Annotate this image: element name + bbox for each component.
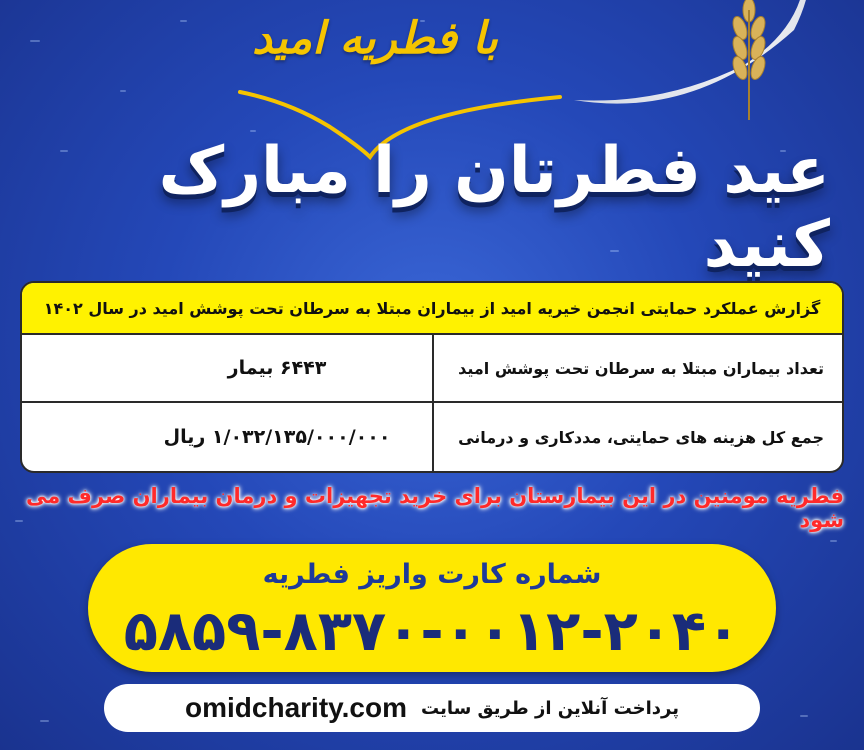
main-title: عید فطرتان را مبارک کنید bbox=[158, 133, 830, 282]
report-header: گزارش عملکرد حمایتی انجمن خیریه امید از بیماران مبتلا به سرطان تحت پوشش امید در سال ۱۴۰۲ bbox=[22, 283, 842, 335]
decor-speck bbox=[40, 720, 49, 722]
table-row bbox=[22, 335, 842, 403]
row-label: تعداد بیماران مبتلا به سرطان تحت پوشش امید bbox=[432, 335, 842, 401]
website-pill[interactable] bbox=[104, 684, 760, 732]
card-number: ۵۸۵۹-۸۳۷۰-۰۰۱۲-۲۰۴۰ bbox=[123, 598, 741, 664]
website-link[interactable]: omidcharity.com bbox=[185, 692, 408, 723]
donation-notice: فطریه مومنین در این بیمارستان برای خرید تجهیزات و درمان بیماران صرف می شود bbox=[25, 484, 844, 532]
row-label: جمع کل هزینه های حمایتی، مددکاری و درمانی bbox=[432, 403, 842, 471]
decor-speck bbox=[180, 20, 187, 22]
decor-speck bbox=[830, 540, 837, 542]
slogan-text: با فطریه امید bbox=[252, 12, 498, 64]
wheat-icon bbox=[704, 0, 794, 120]
report-table bbox=[20, 281, 844, 473]
decor-speck bbox=[30, 40, 40, 42]
table-row bbox=[22, 403, 842, 471]
website-label: پرداخت آنلاین از طریق سایت bbox=[421, 697, 679, 719]
row-value: ۱/۰۳۲/۱۳۵/۰۰۰/۰۰۰ ریال bbox=[163, 426, 391, 448]
row-value: ۶۴۴۳ بیمار bbox=[227, 357, 327, 379]
card-title: شماره کارت واریز فطریه bbox=[262, 558, 602, 590]
decor-speck bbox=[800, 715, 808, 717]
decor-speck bbox=[120, 90, 126, 92]
card-number-box bbox=[88, 544, 776, 672]
